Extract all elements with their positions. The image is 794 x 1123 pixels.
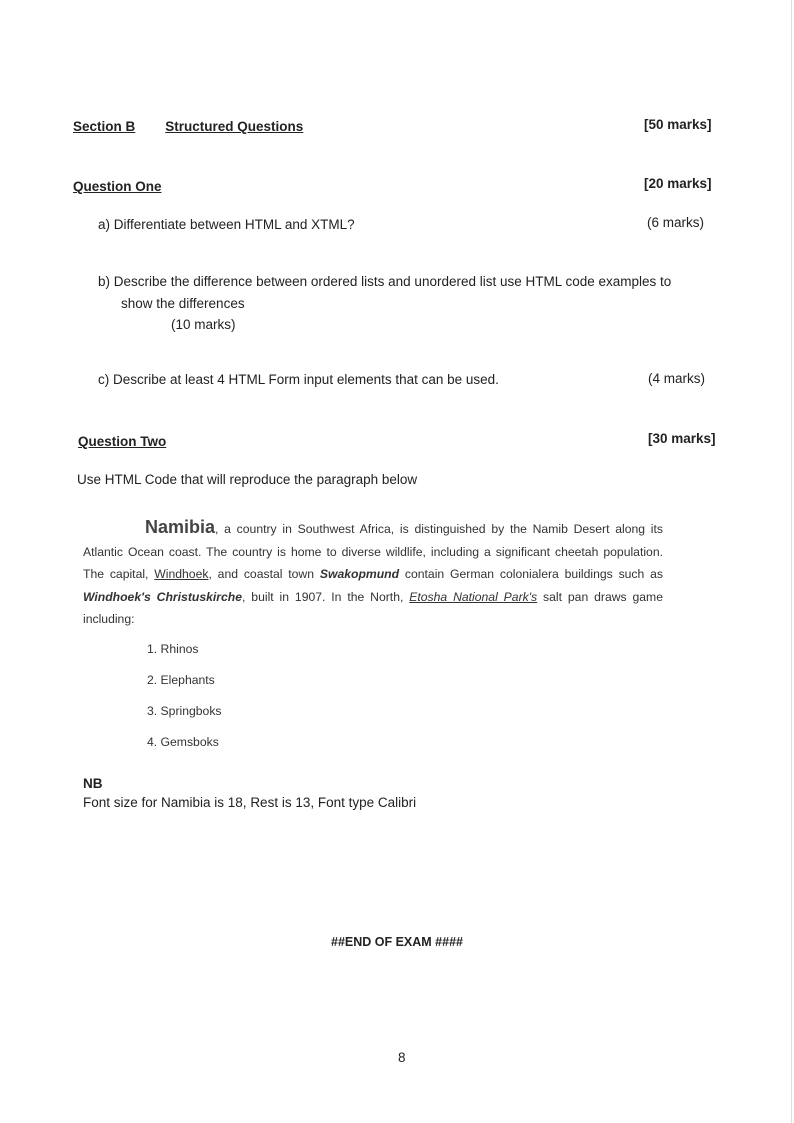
list-item: 2. Elephants [147, 673, 215, 687]
swakopmund-text: Swakopmund [319, 567, 400, 581]
para-text: , and coastal town [208, 567, 320, 581]
section-header [73, 119, 307, 134]
page-number: 8 [398, 1050, 406, 1065]
para-text: , built in 1907. In the North, [242, 589, 410, 604]
question-two-marks: [30 marks] [648, 431, 716, 446]
question-1b-marks: (10 marks) [171, 317, 236, 332]
question-1b-line1: b) Describe the difference between ordered lists and unordered list use HTML code examples to [98, 274, 672, 289]
question-1b-line2: show the differences [121, 296, 245, 311]
nb-text: Font size for Namibia is 18, Rest is 13, Font type Calibri [83, 795, 417, 810]
scan-edge [791, 0, 792, 1123]
question-1c-marks: (4 marks) [648, 371, 705, 386]
etosha-text: Etosha National Park's [409, 589, 538, 604]
para-text: contain German colonialera buildings such as [399, 567, 664, 581]
question-1a-marks: (6 marks) [647, 215, 704, 230]
para-text: , a country in Southwest Africa, is distinguished by the Namib Desert along its Atlantic Ocean coast. The country is home to diverse wildlife, including a significant cheetah population. The capital, [83, 522, 663, 581]
question-1c: c) Describe at least 4 HTML Form input elements that can be used. [98, 372, 499, 387]
church-text: Windhoek's Christuskirche [83, 589, 243, 604]
para-text: salt pan draws game including: [83, 589, 663, 626]
section-marks: [50 marks] [644, 117, 712, 132]
question-one-marks: [20 marks] [644, 176, 712, 191]
question-1a: a) Differentiate between HTML and XTML? [98, 217, 355, 232]
question-one-title: Question One [73, 179, 162, 194]
list-item: 4. Gemsboks [147, 735, 219, 749]
list-item: 3. Springboks [147, 704, 222, 718]
question-two-instruction: Use HTML Code that will reproduce the paragraph below [77, 472, 418, 487]
question-two-title: Question Two [78, 434, 167, 449]
sample-paragraph [83, 516, 663, 631]
section-title: Structured Questions [165, 119, 304, 134]
section-label: Section B [73, 119, 136, 134]
windhoek-text: Windhoek [154, 567, 209, 581]
namibia-heading: Namibia [145, 517, 216, 537]
end-of-exam: ##END OF EXAM #### [331, 935, 463, 949]
list-item: 1. Rhinos [147, 642, 199, 656]
nb-label: NB [83, 776, 103, 791]
